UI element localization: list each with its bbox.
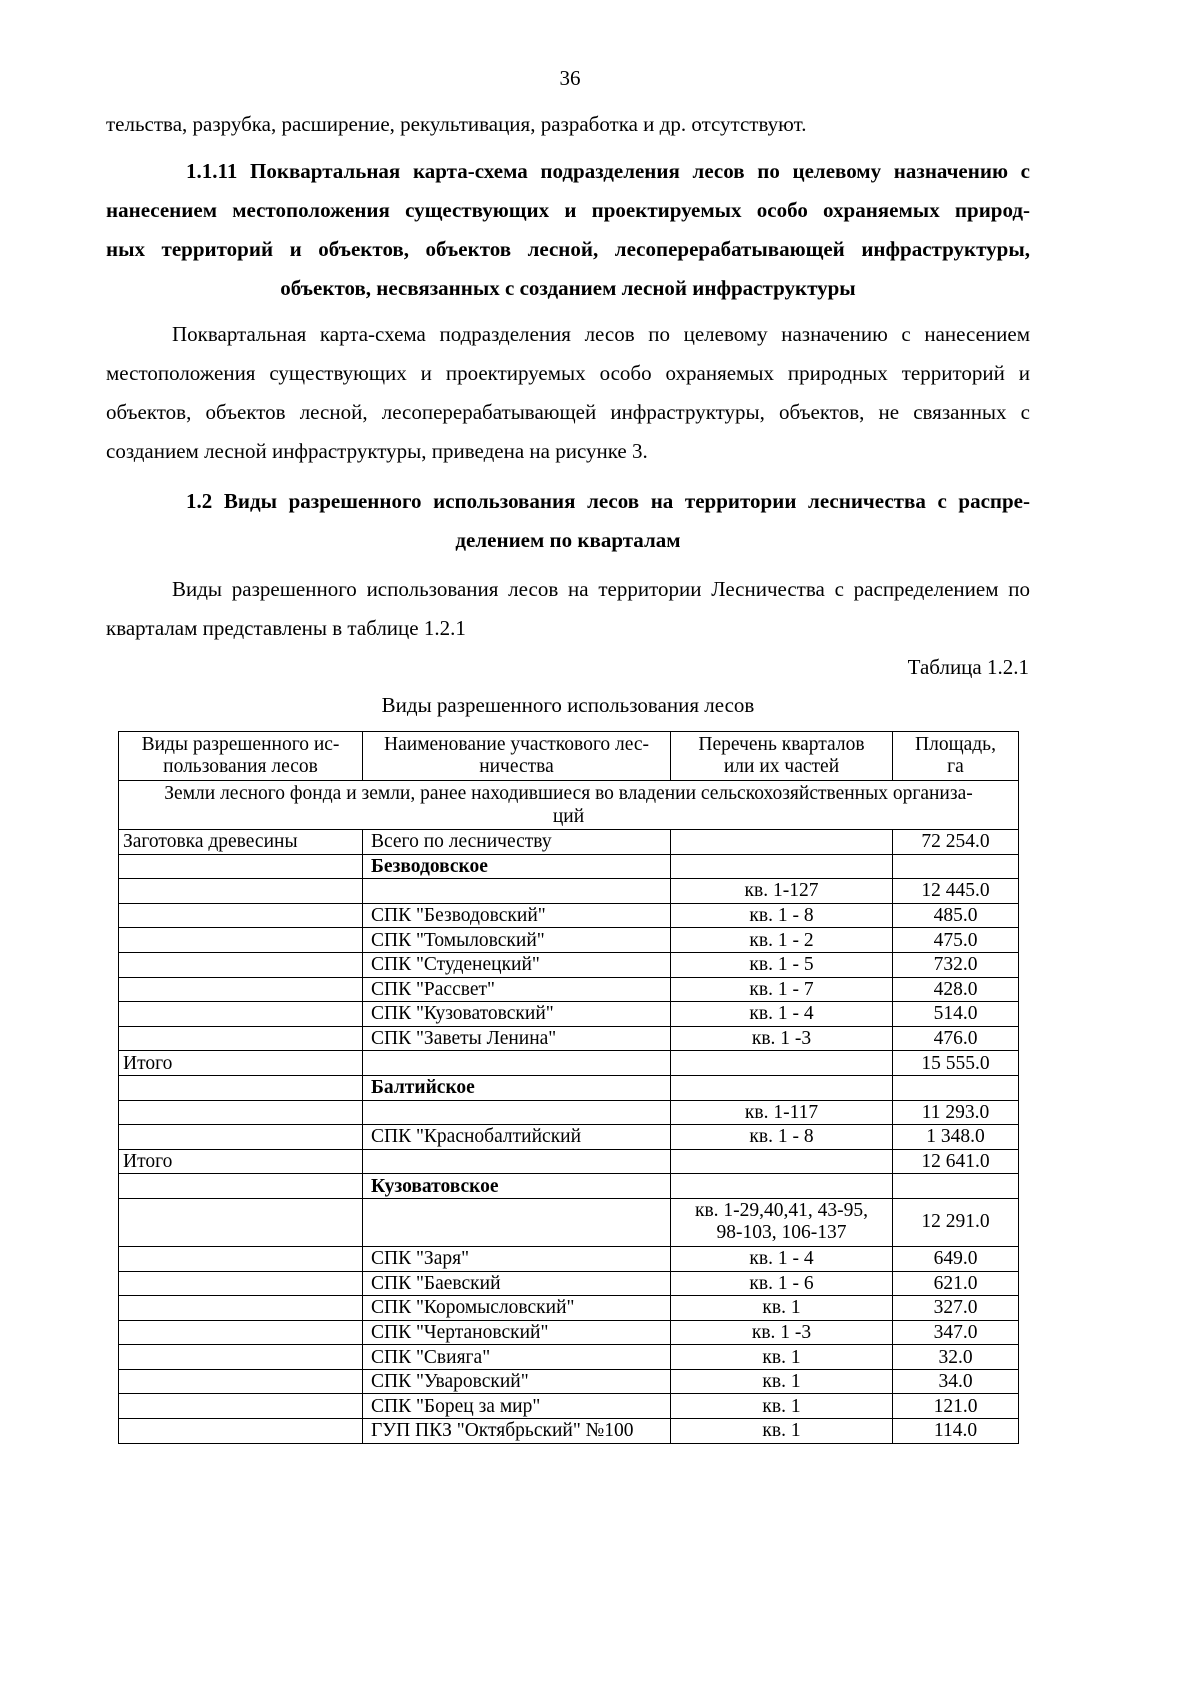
forestry-name-cell: Безводовское <box>363 854 671 879</box>
forestry-name-cell: СПК "Безводовский" <box>363 903 671 928</box>
table-label: Таблица 1.2.1 <box>907 655 1029 679</box>
table-row <box>119 1075 1019 1100</box>
column-header: Площадь, га <box>893 732 1019 781</box>
quarters-cell: кв. 1-127 <box>671 879 893 904</box>
table-row <box>119 1051 1019 1076</box>
table-body <box>119 781 1019 1444</box>
area-cell <box>893 1075 1019 1100</box>
quarters-cell <box>671 1051 893 1076</box>
quarters-cell <box>671 854 893 879</box>
quarters-cell: кв. 1 <box>671 1419 893 1444</box>
use-type-cell <box>119 1271 363 1296</box>
area-cell: 11 293.0 <box>893 1100 1019 1125</box>
heading-line: объектов, несвязанных с созданием лесной инфраструктуры <box>280 276 856 300</box>
table-row <box>119 928 1019 953</box>
area-cell: 327.0 <box>893 1296 1019 1321</box>
area-cell: 15 555.0 <box>893 1051 1019 1076</box>
forestry-name-cell <box>363 1051 671 1076</box>
forestry-name-cell: СПК "Краснобалтийский <box>363 1125 671 1150</box>
forestry-name-cell <box>363 1149 671 1174</box>
section-1-2-heading <box>106 482 1030 560</box>
area-cell: 621.0 <box>893 1271 1019 1296</box>
quarters-cell <box>671 830 893 855</box>
use-type-cell <box>119 1100 363 1125</box>
table-row <box>119 1296 1019 1321</box>
area-cell: 121.0 <box>893 1394 1019 1419</box>
forestry-name-cell: СПК "Чертановский" <box>363 1320 671 1345</box>
quarters-cell: кв. 1-117 <box>671 1100 893 1125</box>
forestry-name-cell: СПК "Рассвет" <box>363 977 671 1002</box>
area-cell: 12 291.0 <box>893 1198 1019 1246</box>
area-cell: 732.0 <box>893 952 1019 977</box>
table-row <box>119 1002 1019 1027</box>
heading-line: 1.2 Виды разрешенного использования лесов на территории лесничества с распре- <box>186 489 1030 513</box>
quarters-cell: кв. 1 <box>671 1394 893 1419</box>
use-type-cell <box>119 1174 363 1199</box>
area-cell <box>893 1174 1019 1199</box>
table-row <box>119 830 1019 855</box>
table-row <box>119 952 1019 977</box>
use-type-cell <box>119 1419 363 1444</box>
use-type-cell <box>119 854 363 879</box>
table-row <box>119 1394 1019 1419</box>
quarters-cell <box>671 1149 893 1174</box>
quarters-cell: кв. 1 -3 <box>671 1320 893 1345</box>
quarters-cell <box>671 1174 893 1199</box>
table-row <box>119 1026 1019 1051</box>
area-cell: 476.0 <box>893 1026 1019 1051</box>
forestry-name-cell <box>363 879 671 904</box>
table-row <box>119 1271 1019 1296</box>
quarters-cell: кв. 1 <box>671 1369 893 1394</box>
quarters-cell: кв. 1 - 4 <box>671 1246 893 1271</box>
area-cell: 12 445.0 <box>893 879 1019 904</box>
table-row <box>119 903 1019 928</box>
use-type-cell <box>119 1394 363 1419</box>
forestry-name-cell: СПК "Коромысловский" <box>363 1296 671 1321</box>
area-cell: 514.0 <box>893 1002 1019 1027</box>
table-row <box>119 1100 1019 1125</box>
area-cell: 34.0 <box>893 1369 1019 1394</box>
heading-line: нанесением местоположения существующих и проектируемых особо охраняемых природ- <box>106 198 1030 222</box>
continuation-line: тельства, разрубка, расширение, рекультивация, разработка и др. отсутствуют. <box>106 112 807 136</box>
use-type-cell <box>119 977 363 1002</box>
area-cell: 12 641.0 <box>893 1149 1019 1174</box>
table-row <box>119 1125 1019 1150</box>
area-cell <box>893 854 1019 879</box>
area-cell: 475.0 <box>893 928 1019 953</box>
quarters-cell <box>671 1075 893 1100</box>
area-cell: 72 254.0 <box>893 830 1019 855</box>
quarters-cell: кв. 1 - 6 <box>671 1271 893 1296</box>
forestry-name-cell: ГУП ПКЗ "Октябрьский" №100 <box>363 1419 671 1444</box>
table-row <box>119 879 1019 904</box>
use-type-cell <box>119 1369 363 1394</box>
table-row <box>119 854 1019 879</box>
table-row <box>119 1198 1019 1246</box>
use-type-cell <box>119 1320 363 1345</box>
area-cell: 32.0 <box>893 1345 1019 1370</box>
heading-line: ных территорий и объектов, объектов лесной, лесоперерабатывающей инфраструктуры, <box>106 237 1030 261</box>
use-type-cell <box>119 1296 363 1321</box>
use-type-cell: Итого <box>119 1051 363 1076</box>
area-cell: 114.0 <box>893 1419 1019 1444</box>
section-1-1-11-heading <box>106 152 1030 308</box>
area-cell: 485.0 <box>893 903 1019 928</box>
quarters-cell: кв. 1 - 2 <box>671 928 893 953</box>
forest-use-table <box>118 731 1019 1444</box>
use-type-cell: Итого <box>119 1149 363 1174</box>
forestry-name-cell: СПК "Баевский <box>363 1271 671 1296</box>
forestry-name-cell: СПК "Кузоватовский" <box>363 1002 671 1027</box>
forestry-name-cell: СПК "Заря" <box>363 1246 671 1271</box>
use-type-cell <box>119 1345 363 1370</box>
forestry-name-cell: СПК "Уваровский" <box>363 1369 671 1394</box>
use-type-cell <box>119 928 363 953</box>
forestry-name-cell <box>363 1198 671 1246</box>
table-row <box>119 1345 1019 1370</box>
table-caption: Виды разрешенного использования лесов <box>381 693 755 717</box>
quarters-cell: кв. 1 - 5 <box>671 952 893 977</box>
use-type-cell <box>119 1125 363 1150</box>
heading-line: делением по кварталам <box>455 528 681 552</box>
forestry-name-cell: Балтийское <box>363 1075 671 1100</box>
table-row <box>119 1369 1019 1394</box>
table-row <box>119 1320 1019 1345</box>
quarters-cell: кв. 1-29,40,41, 43-95, 98-103, 106-137 <box>671 1198 893 1246</box>
forestry-name-cell: Всего по лесничеству <box>363 830 671 855</box>
use-type-cell <box>119 879 363 904</box>
quarters-cell: кв. 1 - 4 <box>671 1002 893 1027</box>
quarters-cell: кв. 1 -3 <box>671 1026 893 1051</box>
table-row <box>119 1174 1019 1199</box>
column-header: Наименование участкового лес- ничества <box>363 732 671 781</box>
heading-line: 1.1.11 Поквартальная карта-схема подразделения лесов по целевому назначению с <box>186 159 1030 183</box>
use-type-cell <box>119 1198 363 1246</box>
forestry-name-cell: Кузоватовское <box>363 1174 671 1199</box>
forestry-name-cell: СПК "Заветы Ленина" <box>363 1026 671 1051</box>
area-cell: 1 348.0 <box>893 1125 1019 1150</box>
forestry-name-cell: СПК "Свияга" <box>363 1345 671 1370</box>
area-cell: 649.0 <box>893 1246 1019 1271</box>
section-1-1-11-paragraph: Поквартальная карта-схема подразделения лесов по целевому назначению с нанесением местоположения существующих и проектируемых особо охраняемых природных территорий и объектов, объектов лесной, лесоперерабатывающей инфраструктуры, объектов, не связанных с созданием лесной инфраструктуры, приведена на рисунке 3. <box>106 322 1030 463</box>
quarters-cell: кв. 1 - 7 <box>671 977 893 1002</box>
table-header-row <box>119 732 1019 781</box>
area-cell: 428.0 <box>893 977 1019 1002</box>
table-row <box>119 1419 1019 1444</box>
page-number: 36 <box>559 66 581 90</box>
table-row <box>119 1149 1019 1174</box>
column-header: Виды разрешенного ис- пользования лесов <box>119 732 363 781</box>
table-row <box>119 1246 1019 1271</box>
span-row-cell: Земли лесного фонда и земли, ранее находившиеся во владении сельскохозяйственных организа- ций <box>119 781 1019 830</box>
quarters-cell: кв. 1 - 8 <box>671 903 893 928</box>
use-type-cell <box>119 1026 363 1051</box>
area-cell: 347.0 <box>893 1320 1019 1345</box>
use-type-cell <box>119 1002 363 1027</box>
table-row <box>119 977 1019 1002</box>
use-type-cell <box>119 1246 363 1271</box>
forestry-name-cell <box>363 1100 671 1125</box>
forestry-name-cell: СПК "Борец за мир" <box>363 1394 671 1419</box>
quarters-cell: кв. 1 - 8 <box>671 1125 893 1150</box>
forestry-name-cell: СПК "Студенецкий" <box>363 952 671 977</box>
use-type-cell <box>119 903 363 928</box>
quarters-cell: кв. 1 <box>671 1296 893 1321</box>
forestry-name-cell: СПК "Томыловский" <box>363 928 671 953</box>
use-type-cell: Заготовка древесины <box>119 830 363 855</box>
use-type-cell <box>119 1075 363 1100</box>
quarters-cell: кв. 1 <box>671 1345 893 1370</box>
column-header: Перечень кварталов или их частей <box>671 732 893 781</box>
section-1-2-paragraph: Виды разрешенного использования лесов на территории Лесничества с распределением по кварталам представлены в таблице 1.2.1 <box>106 577 1030 640</box>
table-span-row <box>119 781 1019 830</box>
use-type-cell <box>119 952 363 977</box>
